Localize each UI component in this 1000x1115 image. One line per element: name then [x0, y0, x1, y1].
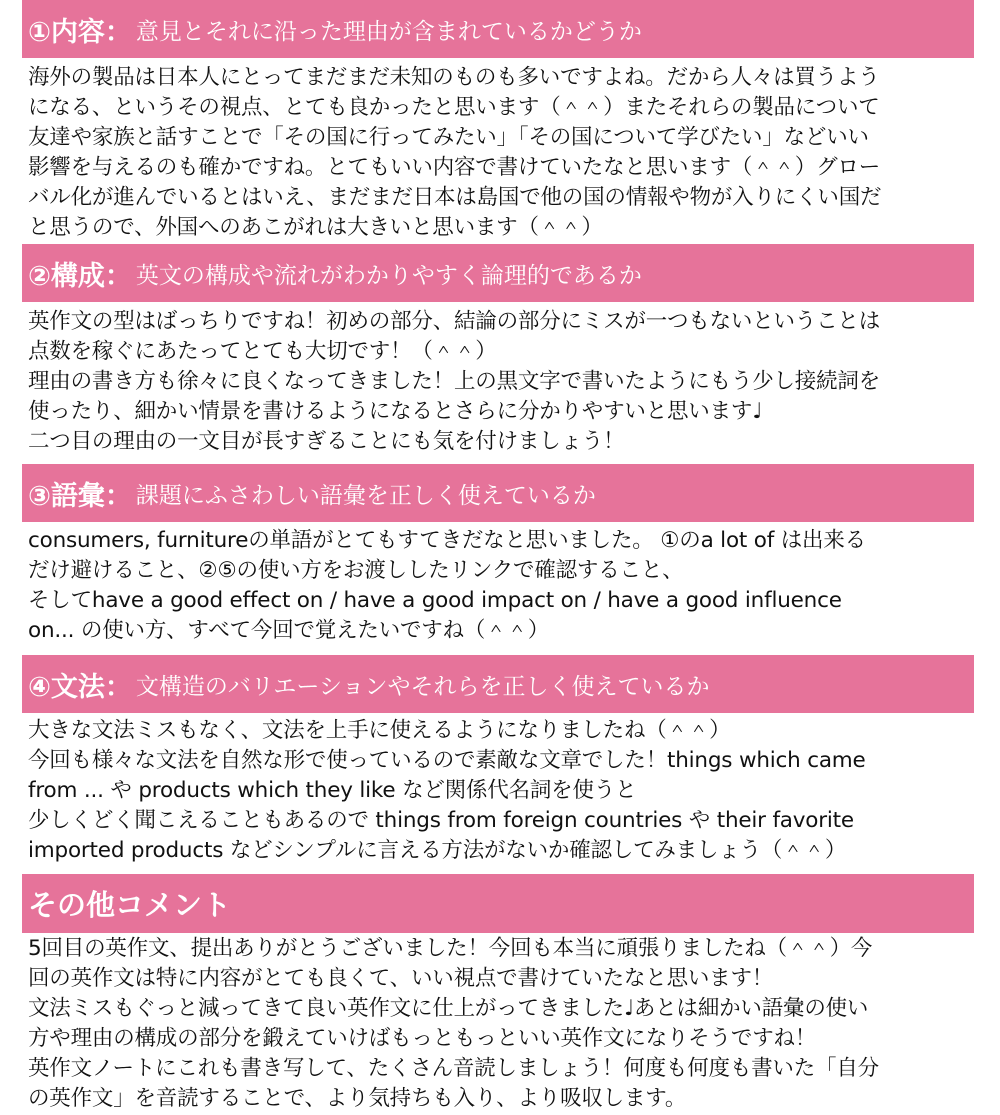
section-body-other-comments	[28, 934, 978, 1114]
comment-line: on... の使い方、すべて今回で覚えたいですね（＾＾）	[28, 618, 550, 643]
comment-line: 5回目の英作文、提出ありがとうございました！今回も本当に頑張りましたね（＾＾）今	[28, 936, 873, 961]
comment-line: 今回も様々な文法を自然な形で使っているので素敵な文章でした！things which came	[28, 748, 866, 773]
section-label: その他コメント	[28, 888, 232, 922]
comment-line: 英作文の型はばっちりですね！初めの部分、結論の部分にミスが一つもないということは	[28, 309, 881, 334]
section-description: 文構造のバリエーションやそれらを正しく使えているか	[135, 673, 710, 700]
section-header-vocabulary	[22, 464, 974, 522]
comment-line: 文法ミスもぐっと減ってきて良い英作文に仕上がってきました♩あとは細かい語彙の使い	[28, 996, 869, 1021]
section-label: ①内容：	[28, 16, 132, 48]
section-header-other-comments	[22, 874, 974, 933]
comment-line: 英作文ノートにこれも書き写して、たくさん音読しましょう！何度も何度も書いた「自分	[28, 1056, 879, 1081]
section-body-structure	[28, 307, 978, 457]
comment-line: consumers, furnitureの単語がとてもすてきだなと思いました。 ①のa lot of は出来る	[28, 528, 866, 553]
section-body-grammar	[28, 716, 978, 866]
comment-line: from ... や products which they like など関係代名詞を使うと	[28, 778, 637, 803]
comment-line: 理由の書き方も徐々に良くなってきました！上の黒文字で書いたようにもう少し接続詞を	[28, 369, 881, 394]
comment-line: の英作文」を音読することで、より気持ちも入り、より吸収します。	[28, 1086, 687, 1111]
section-body-content	[28, 63, 978, 243]
comment-line: 点数を稼ぐにあたってとても大切です！（＾＾）	[28, 339, 497, 364]
comment-line: になる、というその視点、とても良かったと思います（＾＾）またそれらの製品について	[28, 95, 880, 120]
comment-line: 友達や家族と話すことで「その国に行ってみたい」「その国について学びたい」などいい	[28, 125, 869, 150]
comment-line: バル化が進んでいるとはいえ、まだまだ日本は島国で他の国の情報や物が入りにくい国だ	[28, 185, 882, 210]
section-label: ③語彙：	[28, 480, 132, 512]
section-header-content	[22, 0, 974, 58]
section-body-vocabulary	[28, 526, 978, 646]
section-description: 英文の構成や流れがわかりやすく論理的であるか	[135, 262, 642, 289]
comment-line: 少しくどく聞こえることもあるので things from foreign countries や their favorite	[28, 808, 854, 833]
comment-line: そしてhave a good effect on / have a good impact on / have a good influence	[28, 588, 842, 613]
section-description: 意見とそれに沿った理由が含まれているかどうか	[135, 18, 642, 45]
comment-line: imported products などシンプルに言える方法がないか確認してみましょう（＾＾）	[28, 838, 847, 863]
comment-line: 二つ目の理由の一文目が長すぎることにも気を付けましょう！	[28, 429, 625, 454]
section-label: ②構成：	[28, 260, 132, 292]
comment-line: と思うので、外国へのあこがれは大きいと思います（＾＾）	[28, 215, 603, 240]
comment-line: 大きな文法ミスもなく、文法を上手に使えるようになりましたね（＾＾）	[28, 718, 731, 743]
comment-line: 使ったり、細かい情景を書けるようになるとさらに分かりやすいと思います♩	[28, 399, 763, 424]
comment-line: だけ避けること、②⑤の使い方をお渡ししたリンクで確認すること、	[28, 558, 684, 583]
comment-line: 影響を与えるのも確かですね。とてもいい内容で書けていたなと思います（＾＾）グロー	[28, 155, 881, 180]
comment-line: 回の英作文は特に内容がとても良くて、いい視点で書けていたなと思います！	[28, 966, 774, 991]
section-label: ④文法：	[28, 671, 132, 703]
section-description: 課題にふさわしい語彙を正しく使えているか	[135, 482, 596, 509]
section-header-structure	[22, 244, 974, 302]
section-header-grammar	[22, 655, 974, 713]
comment-line: 方や理由の構成の部分を鍛えていけばもっともっといい英作文になりそうですね！	[28, 1026, 817, 1051]
comment-line: 海外の製品は日本人にとってまだまだ未知のものも多いですよね。だから人々は買うよう	[28, 65, 880, 90]
